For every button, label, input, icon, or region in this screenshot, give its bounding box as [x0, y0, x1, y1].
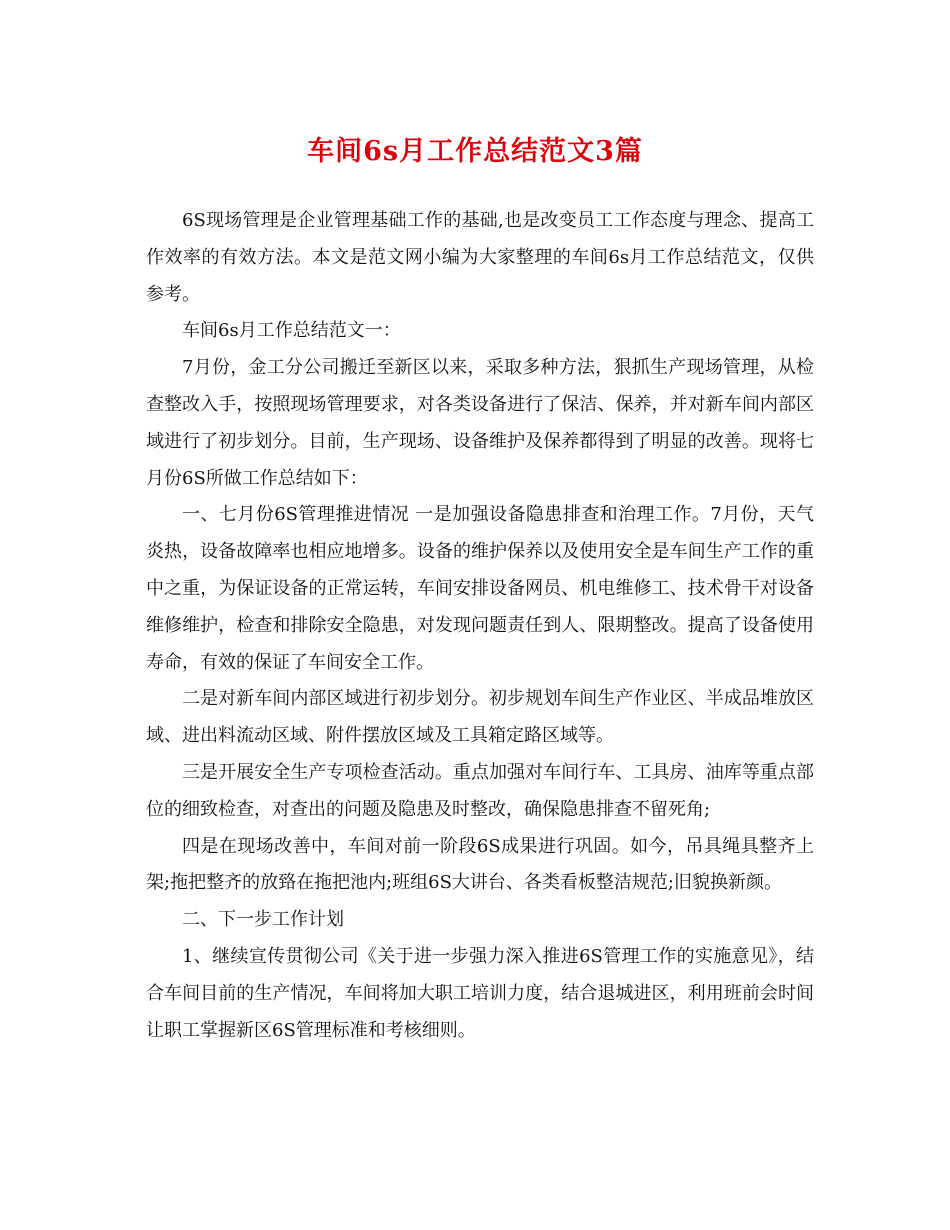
paragraph-area-division: 二是对新车间内部区域进行初步划分。初步规划车间生产作业区、半成品堆放区域、进出料流动区域、附件摆放区域及工具箱定路区域等。 — [146, 688, 814, 747]
document-body — [146, 203, 814, 1049]
paragraph-safety-inspection: 三是开展安全生产专项检查活动。重点加强对车间行车、工具房、油库等重点部位的细致检查，对查出的问题及隐患及时整改，确保隐患排查不留死角; — [146, 761, 814, 820]
paragraph-site-improvement: 四是在现场改善中，车间对前一阶段6S成果进行巩固。如今，吊具绳具整齐上架;拖把整齐的放臵在拖把池内;班组6S大讲台、各类看板整洁规范;旧貌换新颜。 — [146, 835, 814, 894]
paragraph-section-heading-1: 车间6s月工作总结范文一： — [182, 320, 401, 342]
paragraph-intro: 6S现场管理是企业管理基础工作的基础,也是改变员工工作态度与理念、提高工作效率的有效方法。本文是范文网小编为大家整理的车间6s月工作总结范文，仅供参考。 — [146, 210, 814, 305]
paragraph-equipment-hazards: 一、七月份6S管理推进情况 一是加强设备隐患排查和治理工作。7月份，天气炎热，设备故障率也相应地增多。设备的维护保养以及使用安全是车间生产工作的重中之重，为保证设备的正常运转，车间安排设备网员、机电维修工、技术骨干对设备维修维护，检查和排除安全隐患，对发现问题责任到人、限期整改。提高了设备使用寿命，有效的保证了车间安全工作。 — [146, 504, 814, 673]
paragraph-next-plan-item-1: 1、继续宣传贯彻公司《关于进一步强力深入推进6S管理工作的实施意见》，结合车间目前的生产情况，车间将加大职工培训力度，结合退城进区，利用班前会时间让职工掌握新区6S管理标准和考核细则。 — [146, 945, 814, 1041]
document-title: 车间6s月工作总结范文3篇 — [307, 136, 643, 167]
paragraph-next-plan-heading: 二、下一步工作计划 — [182, 909, 344, 931]
paragraph-july-summary: 7月份，金工分公司搬迁至新区以来，采取多种方法，狠抓生产现场管理，从检查整改入手，按照现场管理要求，对各类设备进行了保洁、保养，并对新车间内部区域进行了初步划分。目前，生产现场、设备维护及保养都得到了明显的改善。现将七月份6S所做工作总结如下： — [146, 357, 814, 489]
